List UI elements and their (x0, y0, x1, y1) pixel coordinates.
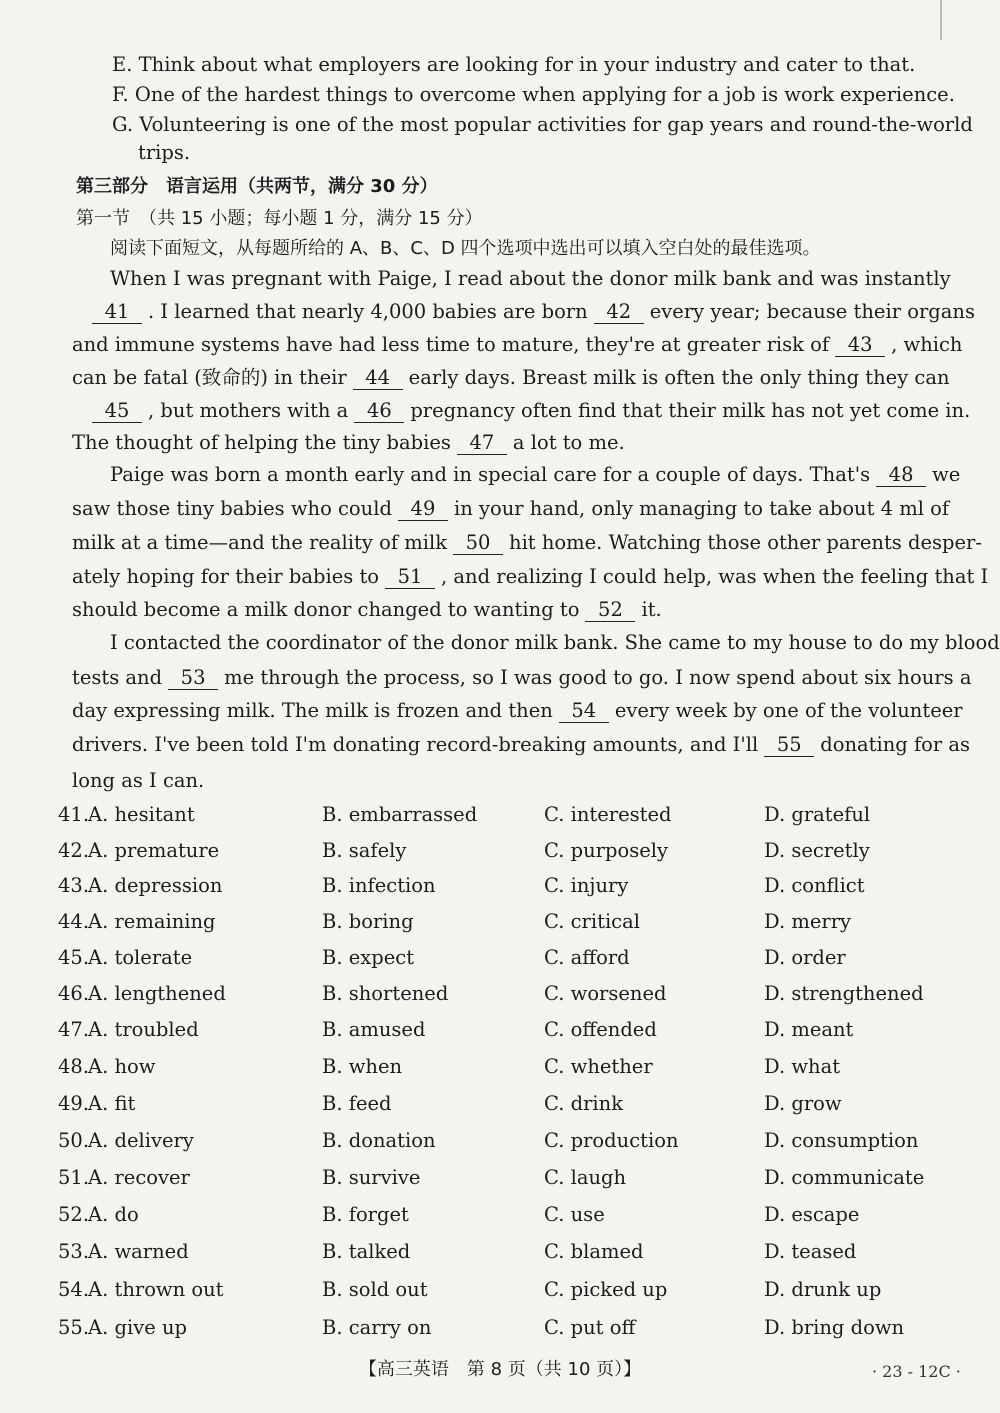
choice-b[interactable]: B. embarrassed (322, 803, 478, 826)
question-row (58, 1015, 958, 1045)
choice-d[interactable]: D. grateful (764, 803, 871, 826)
blank-55[interactable]: 55 (764, 734, 814, 757)
question-number: 48. (58, 1055, 90, 1078)
question-row (58, 1313, 958, 1343)
choice-a[interactable]: A. tolerate (88, 946, 193, 969)
question-row (58, 943, 958, 973)
blank-42[interactable]: 42 (594, 301, 644, 324)
passage-text: saw those tiny babies who could (72, 497, 392, 520)
question-row (58, 979, 958, 1009)
question-row (58, 907, 958, 937)
passage-line (72, 530, 982, 556)
passage-line (110, 462, 990, 488)
choice-c[interactable]: C. drink (544, 1092, 624, 1115)
question-row (58, 871, 958, 901)
choice-d[interactable]: D. communicate (764, 1166, 925, 1189)
instruction: 阅读下面短文，从每题所给的 A、B、C、D 四个选项中选出可以填入空白处的最佳选项。 (110, 238, 821, 259)
blank-43[interactable]: 43 (835, 334, 885, 357)
choice-a[interactable]: A. recover (88, 1166, 190, 1189)
choice-b[interactable]: B. talked (322, 1240, 411, 1263)
choice-a[interactable]: A. how (88, 1055, 156, 1078)
passage-line: I contacted the coordinator of the donor milk bank. She came to my house to do my blood (110, 631, 1000, 654)
question-number: 43. (58, 874, 90, 897)
passage-text: drivers. I've been told I'm donating record-breaking amounts, and I'll (72, 733, 759, 756)
passage-line (72, 365, 952, 391)
choice-c[interactable]: C. put off (544, 1316, 636, 1339)
choice-b[interactable]: B. safely (322, 839, 407, 862)
choice-d[interactable]: D. consumption (764, 1129, 919, 1152)
choice-a[interactable]: A. troubled (88, 1018, 199, 1041)
question-number: 52. (58, 1203, 90, 1226)
passage-line (72, 597, 952, 623)
question-row (58, 1126, 958, 1156)
passage-text: pregnancy often find that their milk has not yet come in. (410, 399, 971, 422)
passage-line (72, 665, 972, 691)
question-row (58, 1237, 958, 1267)
passage-text: can be fatal (致命的) in their (72, 366, 347, 389)
question-row (58, 1275, 958, 1305)
blank-45[interactable]: 45 (92, 400, 142, 423)
blank-53[interactable]: 53 (168, 667, 218, 690)
option-g-cont: trips. (138, 141, 191, 164)
choice-b[interactable]: B. expect (322, 946, 415, 969)
choice-c[interactable]: C. use (544, 1203, 605, 1226)
choice-b[interactable]: B. forget (322, 1203, 409, 1226)
question-number: 46. (58, 982, 90, 1005)
question-number: 42. (58, 839, 90, 862)
question-number: 41. (58, 803, 90, 826)
choice-d[interactable]: D. drunk up (764, 1278, 882, 1301)
passage-line: When I was pregnant with Paige, I read about the donor milk bank and was instantly (110, 267, 951, 290)
choice-d[interactable]: D. order (764, 946, 846, 969)
choice-d[interactable]: D. strengthened (764, 982, 924, 1005)
choice-a[interactable]: A. depression (88, 874, 223, 897)
blank-51[interactable]: 51 (385, 566, 435, 589)
passage-line (72, 430, 952, 456)
choice-d[interactable]: D. meant (764, 1018, 854, 1041)
passage-text: Paige was born a month early and in special care for a couple of days. That's (110, 463, 871, 486)
choice-b[interactable]: B. when (322, 1055, 403, 1078)
passage-text: . I learned that nearly 4,000 babies are born (148, 300, 588, 323)
choice-d[interactable]: D. teased (764, 1240, 857, 1263)
question-row (58, 800, 958, 830)
choice-d[interactable]: D. grow (764, 1092, 842, 1115)
choice-c[interactable]: C. laugh (544, 1166, 627, 1189)
blank-49[interactable]: 49 (398, 498, 448, 521)
blank-52[interactable]: 52 (585, 599, 635, 622)
passage-text: , which (891, 333, 963, 356)
blank-44[interactable]: 44 (353, 367, 403, 390)
choice-a[interactable]: A. hesitant (88, 803, 195, 826)
question-number: 53. (58, 1240, 90, 1263)
choice-c[interactable]: C. purposely (544, 839, 669, 862)
choice-c[interactable]: C. whether (544, 1055, 653, 1078)
blank-48[interactable]: 48 (876, 464, 926, 487)
blank-47[interactable]: 47 (457, 432, 507, 455)
choice-b[interactable]: B. shortened (322, 982, 449, 1005)
choice-c[interactable]: C. blamed (544, 1240, 644, 1263)
question-number: 55. (58, 1316, 90, 1339)
passage-text: me through the process, so I was good to go. I now spend about six hours a (224, 666, 972, 689)
passage-line (86, 398, 971, 424)
choice-b[interactable]: B. infection (322, 874, 436, 897)
question-row (58, 1089, 958, 1119)
question-row (58, 1052, 958, 1082)
passage-line (72, 332, 963, 358)
passage-text: a lot to me. (512, 431, 625, 454)
question-number: 50. (58, 1129, 90, 1152)
passage-text: and immune systems have had less time to mature, they're at greater risk of (72, 333, 830, 356)
choice-b[interactable]: B. survive (322, 1166, 421, 1189)
passage-line (72, 698, 963, 724)
passage-text: should become a milk donor changed to wanting to (72, 598, 580, 621)
passage-text: The thought of helping the tiny babies (72, 431, 451, 454)
section-heading: 第三部分 语言运用（共两节，满分 30 分） (76, 176, 438, 197)
passage-text: we (932, 463, 961, 486)
choice-c[interactable]: C. worsened (544, 982, 667, 1005)
passage-text: , and realizing I could help, was when the feeling that I (441, 565, 989, 588)
choice-c[interactable]: C. critical (544, 910, 640, 933)
blank-41[interactable]: 41 (92, 301, 142, 324)
choice-b[interactable]: B. donation (322, 1129, 436, 1152)
choice-b[interactable]: B. carry on (322, 1316, 432, 1339)
passage-text: tests and (72, 666, 163, 689)
passage-text: every week by one of the volunteer (614, 699, 963, 722)
blank-46[interactable]: 46 (354, 400, 404, 423)
passage-text: day expressing milk. The milk is frozen and then (72, 699, 553, 722)
choice-c[interactable]: C. afford (544, 946, 630, 969)
option-g: G. Volunteering is one of the most popular activities for gap years and round-the-world (112, 113, 973, 136)
choice-a[interactable]: A. warned (88, 1240, 189, 1263)
choice-b[interactable]: B. boring (322, 910, 414, 933)
blank-54[interactable]: 54 (559, 700, 609, 723)
passage-line: long as I can. (72, 769, 205, 792)
passage-text: in your hand, only managing to take about 4 ml of (453, 497, 950, 520)
choice-c[interactable]: C. injury (544, 874, 629, 897)
choice-b[interactable]: B. sold out (322, 1278, 428, 1301)
passage-line (86, 299, 975, 325)
choice-a[interactable]: A. fit (88, 1092, 136, 1115)
question-number: 47. (58, 1018, 90, 1041)
choice-c[interactable]: C. offended (544, 1018, 657, 1041)
choice-a[interactable]: A. lengthened (88, 982, 226, 1005)
choice-a[interactable]: A. remaining (88, 910, 216, 933)
choice-d[interactable]: D. secretly (764, 839, 870, 862)
passage-text: , but mothers with a (148, 399, 349, 422)
choice-a[interactable]: A. premature (88, 839, 220, 862)
question-row (58, 836, 958, 866)
question-number: 51. (58, 1166, 90, 1189)
question-number: 49. (58, 1092, 90, 1115)
page-footer: 【高三英语 第 8 页（共 10 页）】 (358, 1359, 642, 1380)
choice-a[interactable]: A. thrown out (88, 1278, 224, 1301)
choice-b[interactable]: B. feed (322, 1092, 392, 1115)
blank-50[interactable]: 50 (453, 532, 503, 555)
choice-c[interactable]: C. interested (544, 803, 672, 826)
choice-b[interactable]: B. amused (322, 1018, 426, 1041)
question-number: 54. (58, 1278, 90, 1301)
choice-a[interactable]: A. delivery (88, 1129, 194, 1152)
choice-a[interactable]: A. give up (88, 1316, 187, 1339)
passage-text: donating for as (820, 733, 971, 756)
choice-c[interactable]: C. picked up (544, 1278, 668, 1301)
choice-a[interactable]: A. do (88, 1203, 139, 1226)
passage-text: every year; because their organs (649, 300, 975, 323)
section-subheading: 第一节 （共 15 小题；每小题 1 分，满分 15 分） (76, 208, 483, 229)
passage-text: it. (641, 598, 662, 621)
passage-line (72, 496, 952, 522)
choice-c[interactable]: C. production (544, 1129, 679, 1152)
page-code: · 23 - 12C · (872, 1362, 961, 1381)
question-row (58, 1200, 958, 1230)
passage-text: milk at a time—and the reality of milk (72, 531, 448, 554)
choice-d[interactable]: D. escape (764, 1203, 860, 1226)
option-f: F. One of the hardest things to overcome when applying for a job is work experience. (112, 83, 955, 106)
choice-d[interactable]: D. what (764, 1055, 841, 1078)
question-number: 45. (58, 946, 90, 969)
choice-d[interactable]: D. bring down (764, 1316, 905, 1339)
page-edge-mark (940, 0, 942, 40)
choice-d[interactable]: D. conflict (764, 874, 865, 897)
option-e: E. Think about what employers are looking for in your industry and cater to that. (112, 53, 916, 76)
passage-line (72, 732, 971, 758)
question-number: 44. (58, 910, 90, 933)
passage-line (72, 564, 989, 590)
passage-text: ately hoping for their babies to (72, 565, 380, 588)
choice-d[interactable]: D. merry (764, 910, 852, 933)
passage-text: hit home. Watching those other parents desper- (509, 531, 982, 554)
question-row (58, 1163, 958, 1193)
passage-text: early days. Breast milk is often the only thing they can (408, 366, 950, 389)
